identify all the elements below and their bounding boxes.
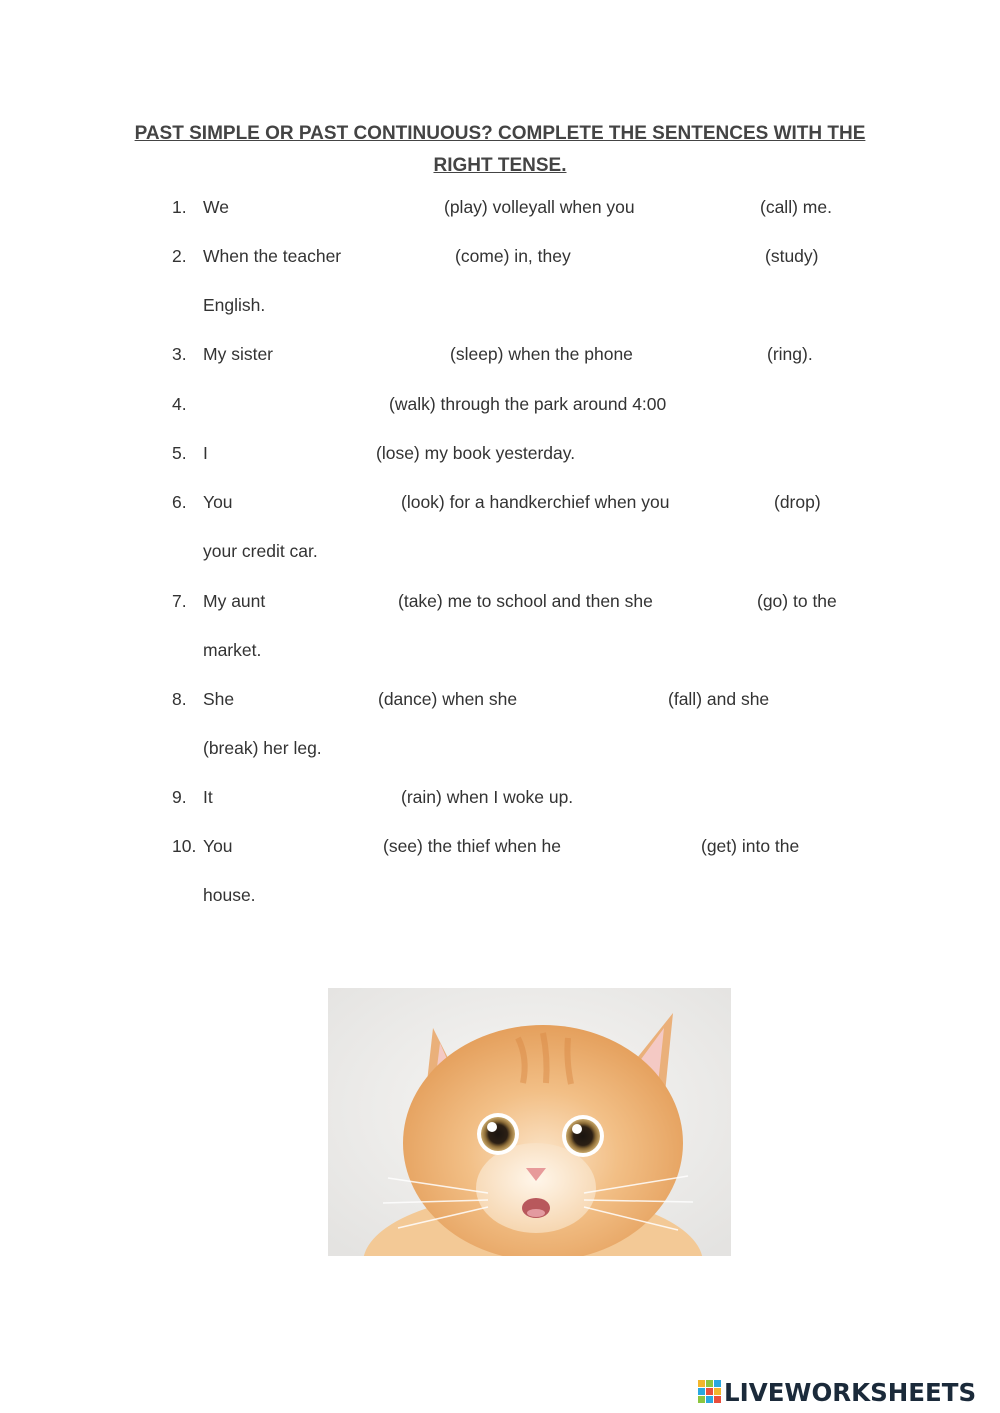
item-text: (see) the thief when he <box>383 836 562 856</box>
item-text: your credit car. <box>203 541 318 561</box>
item-text: My aunt <box>203 591 266 611</box>
item-text: (walk) through the park around 4:00 <box>389 394 667 414</box>
item-number: 1. <box>172 197 187 217</box>
item-text: (come) in, they <box>455 246 571 266</box>
item-text: English. <box>203 295 266 315</box>
item-text: When the teacher <box>203 246 342 266</box>
item-text: (study) <box>765 246 819 266</box>
item-number: 3. <box>172 344 187 364</box>
item-text: (dance) when she <box>378 689 518 709</box>
item-text: market. <box>203 640 262 660</box>
list-item-continuation <box>0 733 1000 763</box>
item-text: I <box>203 443 208 463</box>
item-text: (go) to the <box>757 591 837 611</box>
item-number: 8. <box>172 689 187 709</box>
item-text: (call) me. <box>760 197 832 217</box>
list-item-continuation <box>0 536 1000 566</box>
liveworksheets-logo[interactable] <box>698 1378 994 1408</box>
list-item <box>0 586 1000 616</box>
item-text: (ring). <box>767 344 813 364</box>
list-item <box>0 487 1000 517</box>
item-text: house. <box>203 885 256 905</box>
item-text: (play) volleyall when you <box>444 197 635 217</box>
list-item <box>0 192 1000 222</box>
liveworksheets-brand: LIVEWORKSHEETS <box>724 1378 977 1407</box>
item-text: (drop) <box>774 492 821 512</box>
item-text: (get) into the <box>701 836 800 856</box>
item-text: (take) me to school and then she <box>398 591 653 611</box>
item-text: (sleep) when the phone <box>450 344 633 364</box>
item-number: 5. <box>172 443 187 463</box>
item-text: My sister <box>203 344 273 364</box>
list-item-continuation <box>0 635 1000 665</box>
list-item <box>0 684 1000 714</box>
list-item <box>0 389 1000 419</box>
item-text: She <box>203 689 235 709</box>
list-item-continuation <box>0 290 1000 320</box>
item-text: (break) her leg. <box>203 738 322 758</box>
item-number: 9. <box>172 787 187 807</box>
list-item <box>0 241 1000 271</box>
list-item-continuation <box>0 880 1000 910</box>
list-item <box>0 831 1000 861</box>
item-text: (lose) my book yesterday. <box>376 443 576 463</box>
item-number: 10. <box>172 836 197 856</box>
item-text: (look) for a handkerchief when you <box>401 492 670 512</box>
item-text: (fall) and she <box>668 689 770 709</box>
list-item <box>0 438 1000 468</box>
item-text: It <box>203 787 213 807</box>
item-text: We <box>203 197 229 217</box>
kitten-photo <box>328 988 731 1256</box>
list-item <box>0 339 1000 369</box>
item-number: 7. <box>172 591 187 611</box>
liveworksheets-logo-icon <box>698 1380 722 1404</box>
item-number: 4. <box>172 394 187 414</box>
worksheet-title: PAST SIMPLE OR PAST CONTINUOUS? COMPLETE THE SENTENCES WITH THE RIGHT TENSE. <box>134 123 866 176</box>
item-text: You <box>203 492 233 512</box>
item-text: (rain) when I woke up. <box>401 787 574 807</box>
item-text: You <box>203 836 233 856</box>
item-number: 6. <box>172 492 187 512</box>
item-number: 2. <box>172 246 187 266</box>
list-item <box>0 782 1000 812</box>
